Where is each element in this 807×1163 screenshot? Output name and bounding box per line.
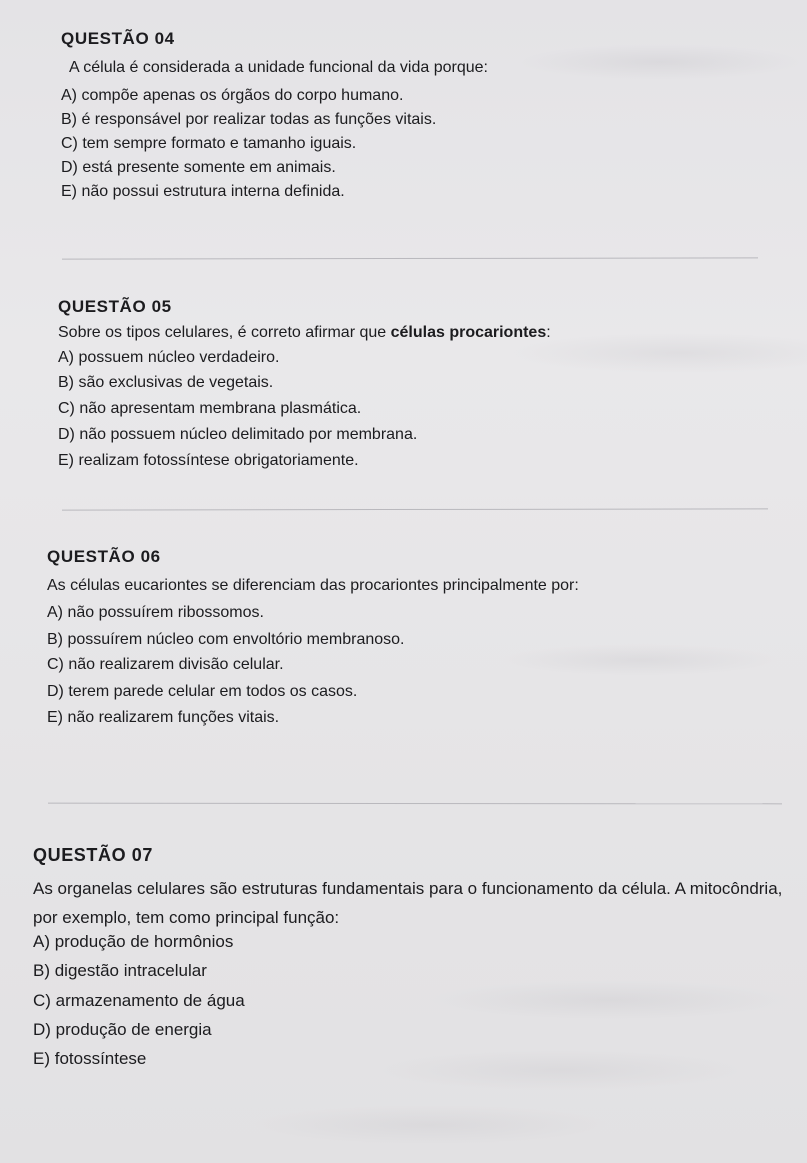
option-e: E) realizam fotossíntese obrigatoriamente.	[58, 452, 359, 469]
statement-colon: :	[546, 324, 551, 341]
option-b: B) é responsável por realizar todas as funções vitais.	[61, 111, 437, 128]
option-e: E) não possui estrutura interna definida.	[61, 183, 345, 200]
divider	[48, 803, 782, 805]
option-d: D) terem parede celular em todos os casos.	[47, 683, 358, 700]
divider	[62, 257, 758, 259]
question-title: QUESTÃO 04	[61, 29, 175, 48]
question-statement: As organelas celulares são estruturas fundamentais para o funcionamento da célula. A mitocôndria, por exemplo, tem como principal função:	[33, 879, 783, 927]
option-d: D) está presente somente em animais.	[61, 159, 336, 176]
question-title: QUESTÃO 07	[33, 845, 154, 865]
option-c: C) armazenamento de água	[33, 991, 245, 1010]
option-c: C) não realizarem divisão celular.	[47, 656, 284, 673]
option-a: A) produção de hormônios	[33, 932, 234, 951]
option-e: E) não realizarem funções vitais.	[47, 709, 280, 726]
option-b: B) possuírem núcleo com envoltório membranoso.	[47, 631, 405, 648]
question-statement	[58, 323, 551, 344]
option-d: D) não possuem núcleo delimitado por membrana.	[58, 426, 418, 443]
question-statement: A célula é considerada a unidade funcional da vida porque:	[69, 59, 488, 76]
option-a: A) não possuírem ribossomos.	[47, 604, 264, 621]
option-a: A) possuem núcleo verdadeiro.	[58, 349, 280, 366]
statement-text: Sobre os tipos celulares, é correto afirmar que	[58, 324, 391, 341]
option-c: C) não apresentam membrana plasmática.	[58, 400, 362, 417]
option-d: D) produção de energia	[33, 1020, 212, 1039]
option-e: E) fotossíntese	[33, 1049, 147, 1068]
question-title: QUESTÃO 05	[58, 297, 172, 316]
question-statement: As células eucariontes se diferenciam das procariontes principalmente por:	[47, 577, 579, 594]
statement-emphasis: células procariontes	[390, 324, 547, 341]
question-title: QUESTÃO 06	[47, 547, 161, 566]
option-a: A) compõe apenas os órgãos do corpo humano.	[61, 87, 404, 104]
option-b: B) são exclusivas de vegetais.	[58, 374, 274, 391]
option-b: B) digestão intracelular	[33, 961, 207, 980]
divider	[62, 508, 768, 510]
option-c: C) tem sempre formato e tamanho iguais.	[61, 135, 357, 152]
